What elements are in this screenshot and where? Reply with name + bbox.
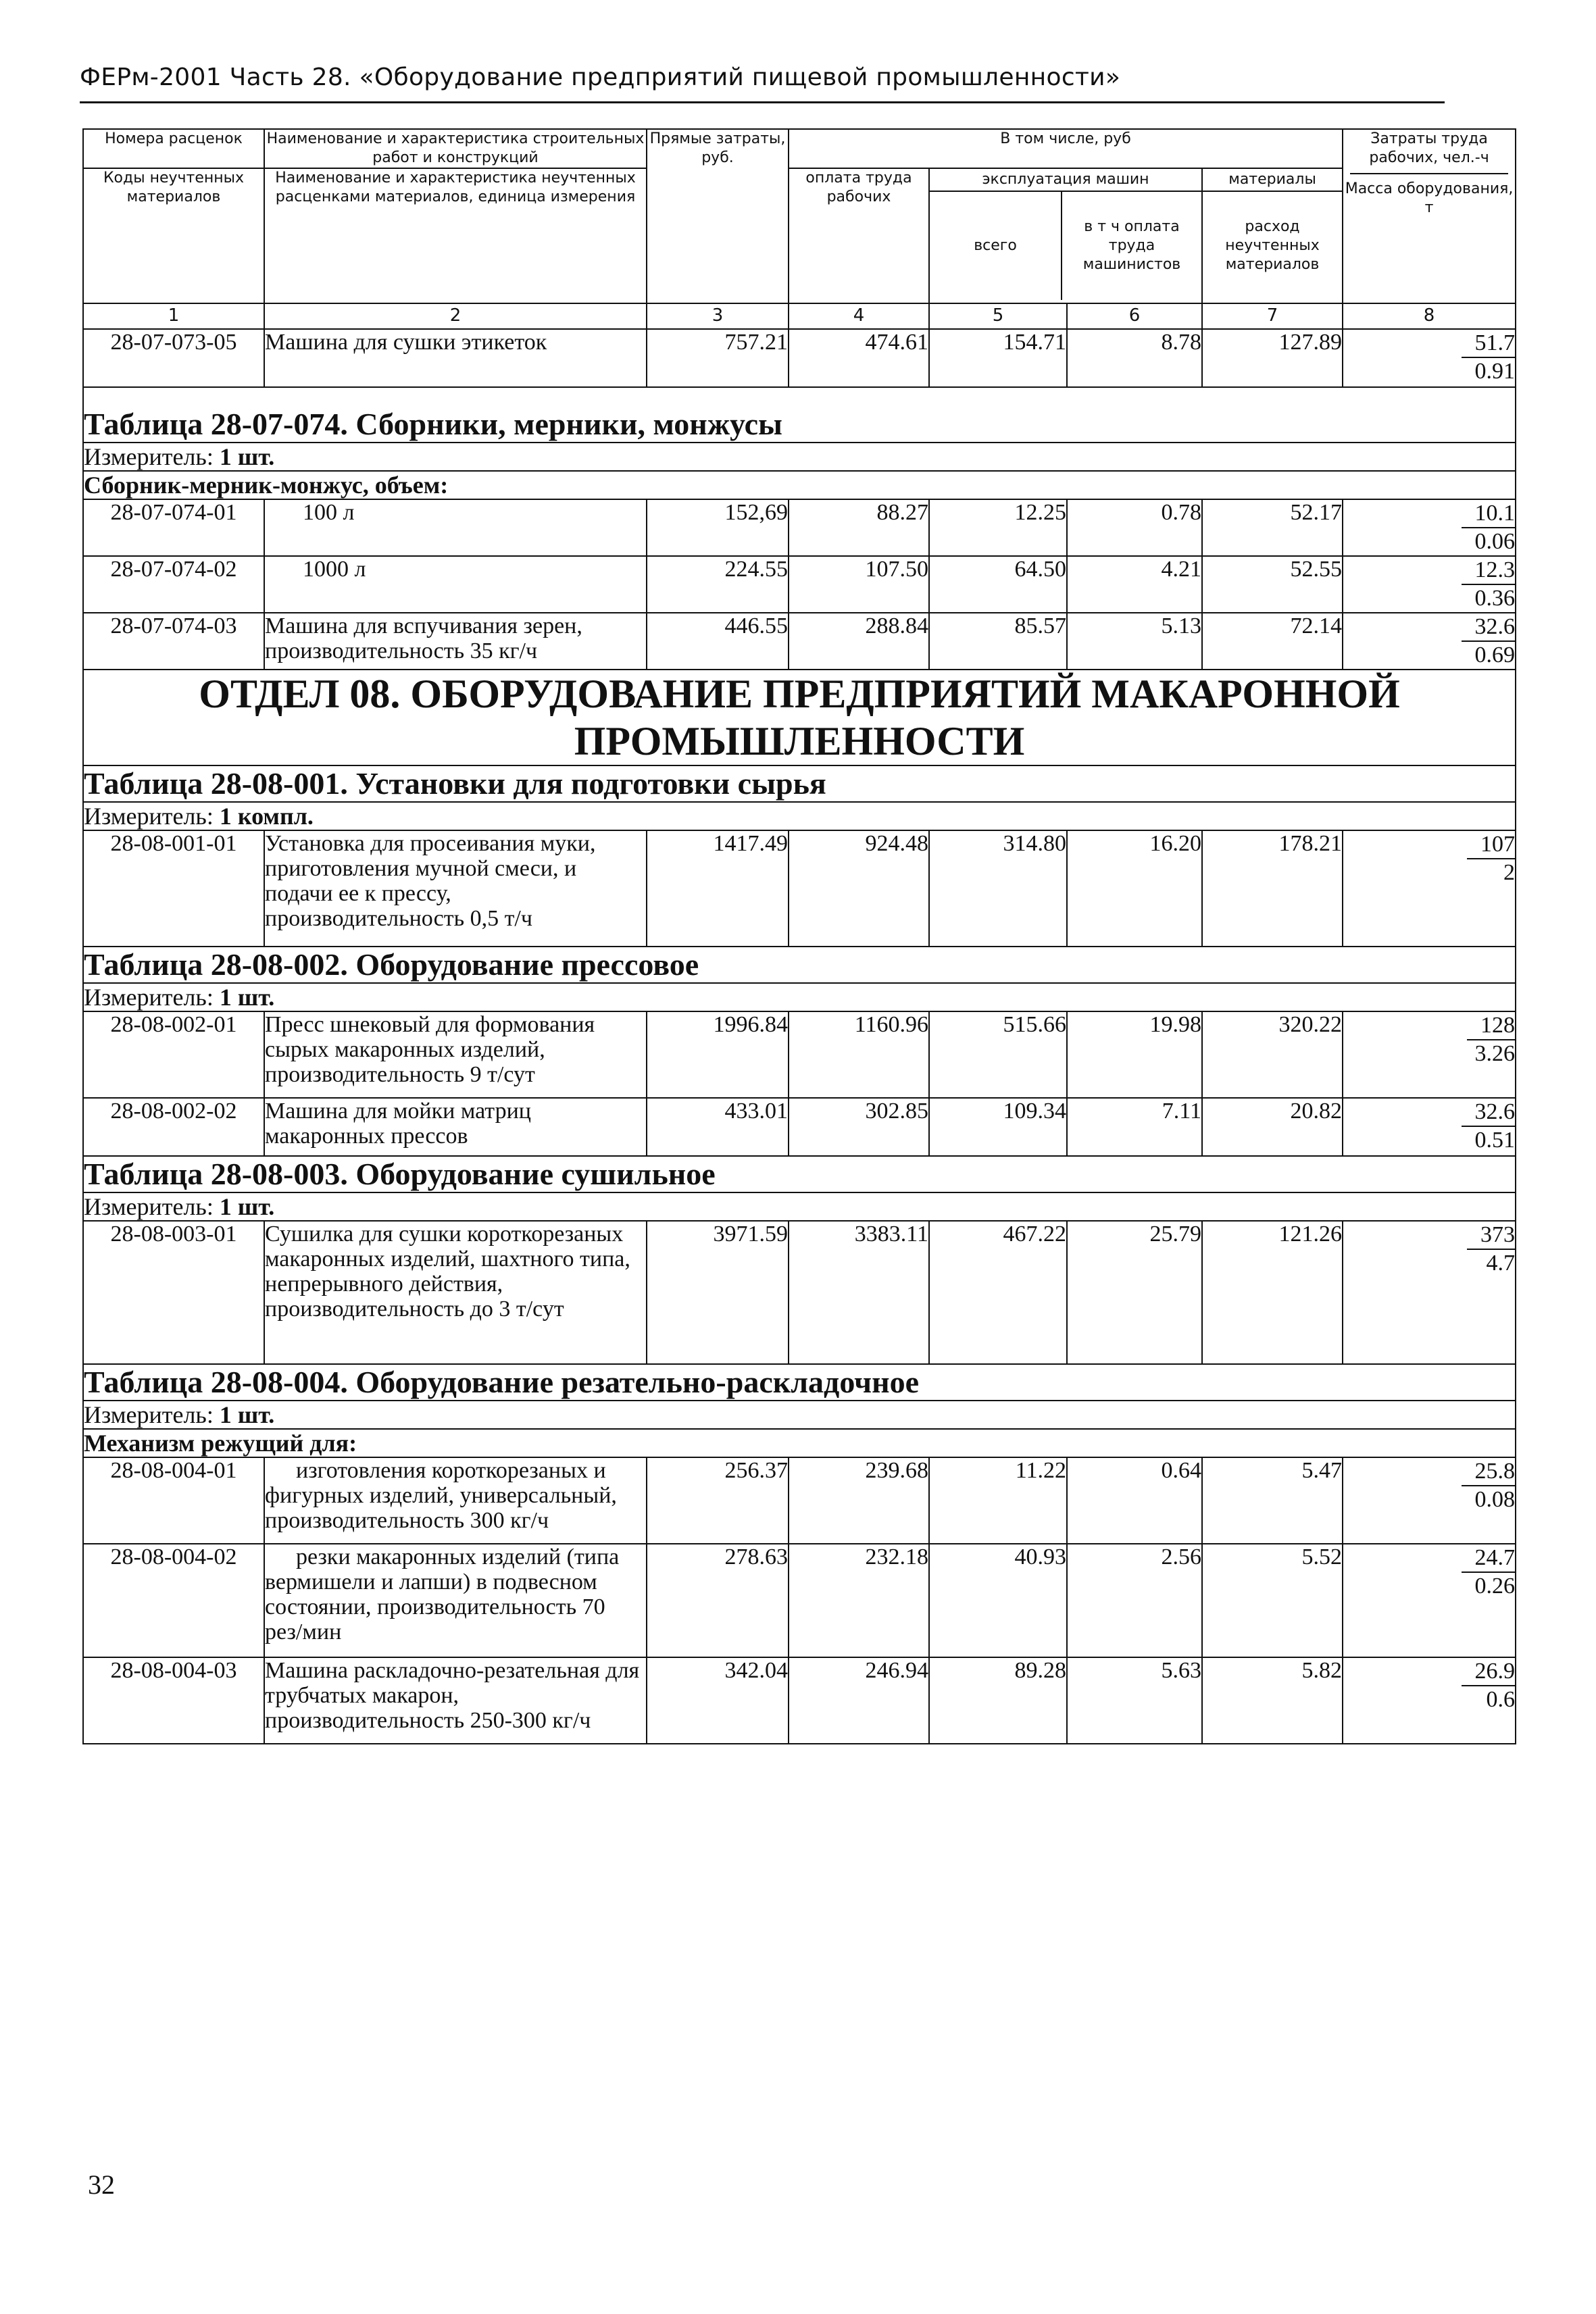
labor-hours: 12.3 <box>1462 557 1516 585</box>
rate-code: 28-08-002-01 <box>83 1011 264 1098</box>
machine-total: 154.71 <box>929 329 1067 387</box>
header-direct-costs: Прямые затраты, руб. <box>647 129 789 303</box>
header-labor-costs: Затраты труда рабочих, чел.-ч <box>1350 130 1508 174</box>
machine-total: 12.25 <box>929 499 1067 556</box>
labor-hours-mass <box>1343 329 1516 387</box>
materials-cost: 5.52 <box>1202 1544 1343 1657</box>
rate-name: Машина раскладочно-резательная для трубчатых макарон, производительность 250-300 кг/ч <box>264 1657 647 1744</box>
equipment-mass: 0.51 <box>1474 1128 1516 1153</box>
measure-label: Измеритель: <box>84 1193 214 1220</box>
header-material-name: Наименование и характеристика неучтенных расценками материалов, единица измерения <box>264 168 647 303</box>
rate-code: 28-07-073-05 <box>83 329 264 387</box>
header-machine-operation <box>929 168 1202 303</box>
table-row <box>83 499 1516 556</box>
rate-name: резки макаронных изделий (типа вермишели и лапши) в подвесном состоянии, производительность 70 рез/мин <box>264 1544 647 1657</box>
header-rule <box>80 101 1445 103</box>
col-number-6: 6 <box>1067 303 1202 329</box>
document-header-title: ФЕРм-2001 Часть 28. «Оборудование предприятий пищевой промышленности» <box>80 64 1121 91</box>
header-labor-pay: оплата труда рабочих <box>789 168 929 303</box>
labor-hours-mass <box>1343 556 1516 613</box>
header-materials-label: материалы <box>1203 169 1342 192</box>
machinist-pay: 16.20 <box>1067 830 1202 947</box>
header-unaccounted-materials: расход неучтенных материалов <box>1225 218 1320 273</box>
labor-hours-mass <box>1343 1221 1516 1364</box>
rate-name: изготовления короткорезаных и фигурных изделий, универсальный, производительность 300 кг/ч <box>264 1457 647 1544</box>
direct-costs: 1996.84 <box>647 1011 789 1098</box>
direct-costs: 1417.49 <box>647 830 789 947</box>
table-row <box>83 1011 1516 1098</box>
rate-name: Машина для мойки матриц макаронных прессов <box>264 1098 647 1156</box>
table-row <box>83 329 1516 387</box>
group-label: Механизм режущий для: <box>83 1429 1516 1457</box>
rate-name: 100 л <box>264 499 647 556</box>
col-number-2: 2 <box>264 303 647 329</box>
machine-total: 314.80 <box>929 830 1067 947</box>
col-number-4: 4 <box>789 303 929 329</box>
header-materials <box>1202 168 1343 303</box>
col-number-1: 1 <box>83 303 264 329</box>
labor-pay: 3383.11 <box>789 1221 929 1364</box>
labor-hours-mass <box>1343 499 1516 556</box>
header-machine-total: всего <box>930 192 1062 300</box>
measure-unit: 1 шт. <box>219 1193 275 1220</box>
table-title: Таблица 28-08-002. Оборудование прессовое <box>83 947 1516 983</box>
rate-name: Пресс шнековый для формования сырых макаронных изделий, производительность 9 т/сут <box>264 1011 647 1098</box>
machine-total: 467.22 <box>929 1221 1067 1364</box>
labor-hours-mass <box>1343 1098 1516 1156</box>
labor-hours: 10.1 <box>1462 500 1516 528</box>
materials-cost: 72.14 <box>1202 613 1343 670</box>
table-row <box>83 830 1516 947</box>
equipment-mass: 0.08 <box>1474 1487 1516 1512</box>
measure-unit: 1 шт. <box>219 1401 275 1428</box>
machine-total: 89.28 <box>929 1657 1067 1744</box>
machinist-pay: 0.64 <box>1067 1457 1202 1544</box>
labor-hours: 128 <box>1467 1012 1515 1040</box>
header-including: В том числе, руб <box>789 129 1343 168</box>
page-number: 32 <box>88 2169 115 2200</box>
measure-label: Измеритель: <box>84 1401 214 1428</box>
direct-costs: 342.04 <box>647 1657 789 1744</box>
table-row <box>83 1098 1516 1156</box>
equipment-mass: 0.69 <box>1474 643 1516 668</box>
labor-hours: 107 <box>1467 831 1515 859</box>
labor-pay: 302.85 <box>789 1098 929 1156</box>
table-row <box>83 556 1516 613</box>
equipment-mass: 0.6 <box>1486 1687 1516 1712</box>
labor-hours-mass <box>1343 1544 1516 1657</box>
machinist-pay: 2.56 <box>1067 1544 1202 1657</box>
direct-costs: 757.21 <box>647 329 789 387</box>
materials-cost: 5.47 <box>1202 1457 1343 1544</box>
header-equipment-mass: Масса оборудования, т <box>1345 180 1514 216</box>
rate-code: 28-08-001-01 <box>83 830 264 947</box>
labor-pay: 246.94 <box>789 1657 929 1744</box>
table-row <box>83 1457 1516 1544</box>
table-row <box>83 1544 1516 1657</box>
labor-hours: 24.7 <box>1462 1544 1516 1573</box>
rate-code: 28-07-074-03 <box>83 613 264 670</box>
machinist-pay: 5.63 <box>1067 1657 1202 1744</box>
materials-cost: 121.26 <box>1202 1221 1343 1364</box>
rate-code: 28-08-002-02 <box>83 1098 264 1156</box>
labor-hours-mass <box>1343 830 1516 947</box>
materials-cost: 5.82 <box>1202 1657 1343 1744</box>
machine-total: 40.93 <box>929 1544 1067 1657</box>
machine-total: 85.57 <box>929 613 1067 670</box>
col-number-7: 7 <box>1202 303 1343 329</box>
labor-hours: 32.6 <box>1462 1099 1516 1127</box>
direct-costs: 433.01 <box>647 1098 789 1156</box>
measure-label: Измеритель: <box>84 803 214 830</box>
header-rate-numbers: Номера расценок <box>83 129 264 168</box>
header-labor-mass <box>1343 129 1516 303</box>
measure-unit: 1 шт. <box>219 984 275 1011</box>
measure-line <box>83 802 1516 830</box>
materials-cost: 320.22 <box>1202 1011 1343 1098</box>
equipment-mass: 0.36 <box>1474 586 1516 611</box>
rate-code: 28-07-074-01 <box>83 499 264 556</box>
machinist-pay: 19.98 <box>1067 1011 1202 1098</box>
equipment-mass: 0.26 <box>1474 1574 1516 1599</box>
rate-name: Машина для сушки этикеток <box>264 329 647 387</box>
labor-hours: 373 <box>1467 1222 1515 1250</box>
measure-label: Измеритель: <box>84 443 214 470</box>
machine-total: 515.66 <box>929 1011 1067 1098</box>
header-machinist-pay: в т ч оплата труда машинистов <box>1082 218 1181 273</box>
direct-costs: 3971.59 <box>647 1221 789 1364</box>
col-number-5: 5 <box>929 303 1067 329</box>
labor-hours: 51.7 <box>1462 330 1516 358</box>
machinist-pay: 4.21 <box>1067 556 1202 613</box>
labor-pay: 288.84 <box>789 613 929 670</box>
labor-hours: 32.6 <box>1462 613 1516 642</box>
materials-cost: 52.17 <box>1202 499 1343 556</box>
rate-code: 28-08-004-01 <box>83 1457 264 1544</box>
machine-total: 109.34 <box>929 1098 1067 1156</box>
labor-pay: 1160.96 <box>789 1011 929 1098</box>
labor-pay: 107.50 <box>789 556 929 613</box>
labor-pay: 88.27 <box>789 499 929 556</box>
labor-pay: 232.18 <box>789 1544 929 1657</box>
rate-code: 28-07-074-02 <box>83 556 264 613</box>
direct-costs: 256.37 <box>647 1457 789 1544</box>
materials-cost: 178.21 <box>1202 830 1343 947</box>
rate-name: Машина для вспучивания зерен, производительность 35 кг/ч <box>264 613 647 670</box>
labor-hours-mass <box>1343 1457 1516 1544</box>
measure-label: Измеритель: <box>84 984 214 1011</box>
direct-costs: 152,69 <box>647 499 789 556</box>
table-row <box>83 1221 1516 1364</box>
equipment-mass: 2 <box>1503 860 1516 885</box>
materials-cost: 52.55 <box>1202 556 1343 613</box>
direct-costs: 446.55 <box>647 613 789 670</box>
measure-line <box>83 443 1516 471</box>
measure-unit: 1 шт. <box>219 443 275 470</box>
labor-hours: 26.9 <box>1462 1658 1516 1686</box>
table-title: Таблица 28-08-003. Оборудование сушильное <box>83 1156 1516 1192</box>
direct-costs: 224.55 <box>647 556 789 613</box>
labor-pay: 474.61 <box>789 329 929 387</box>
measure-line <box>83 1192 1516 1221</box>
rate-code: 28-08-004-03 <box>83 1657 264 1744</box>
table-title: Таблица 28-08-001. Установки для подготовки сырья <box>83 765 1516 802</box>
group-label: Сборник-мерник-монжус, объем: <box>83 471 1516 499</box>
header-codes-unaccounted: Коды неучтенных материалов <box>83 168 264 303</box>
rate-name: Установка для просеивания муки, приготовления мучной смеси, и подачи ее к прессу, производительность 0,5 т/ч <box>264 830 647 947</box>
materials-cost: 20.82 <box>1202 1098 1343 1156</box>
machine-total: 64.50 <box>929 556 1067 613</box>
rate-code: 28-08-004-02 <box>83 1544 264 1657</box>
labor-hours-mass <box>1343 1657 1516 1744</box>
machinist-pay: 0.78 <box>1067 499 1202 556</box>
machinist-pay: 25.79 <box>1067 1221 1202 1364</box>
equipment-mass: 4.7 <box>1486 1251 1516 1276</box>
section-title: ОТДЕЛ 08. ОБОРУДОВАНИЕ ПРЕДПРИЯТИЙ МАКАРОННОЙ ПРОМЫШЛЕННОСТИ <box>83 670 1516 765</box>
header-work-name: Наименование и характеристика строительных работ и конструкций <box>264 129 647 168</box>
machine-total: 11.22 <box>929 1457 1067 1544</box>
header-machine-op-label: эксплуатация машин <box>930 169 1201 192</box>
labor-hours-mass <box>1343 613 1516 670</box>
table-title: Таблица 28-08-004. Оборудование резательно-раскладочное <box>83 1364 1516 1401</box>
machinist-pay: 8.78 <box>1067 329 1202 387</box>
labor-hours-mass <box>1343 1011 1516 1098</box>
equipment-mass: 0.06 <box>1474 529 1516 554</box>
col-number-8: 8 <box>1343 303 1516 329</box>
rate-code: 28-08-003-01 <box>83 1221 264 1364</box>
table-row <box>83 1657 1516 1744</box>
equipment-mass: 3.26 <box>1474 1041 1516 1066</box>
col-number-3: 3 <box>647 303 789 329</box>
labor-pay: 239.68 <box>789 1457 929 1544</box>
labor-hours: 25.8 <box>1462 1458 1516 1486</box>
materials-cost: 127.89 <box>1202 329 1343 387</box>
machinist-pay: 7.11 <box>1067 1098 1202 1156</box>
table-row <box>83 613 1516 670</box>
measure-line <box>83 983 1516 1011</box>
rate-name: Сушилка для сушки короткорезаных макаронных изделий, шахтного типа, непрерывного действия, производительность до 3 т/сут <box>264 1221 647 1364</box>
rate-name: 1000 л <box>264 556 647 613</box>
rates-table <box>82 128 1516 1744</box>
measure-unit: 1 компл. <box>219 803 314 830</box>
machinist-pay: 5.13 <box>1067 613 1202 670</box>
equipment-mass: 0.91 <box>1474 359 1516 384</box>
table-title: Таблица 28-07-074. Сборники, мерники, монжусы <box>83 387 1516 443</box>
labor-pay: 924.48 <box>789 830 929 947</box>
direct-costs: 278.63 <box>647 1544 789 1657</box>
measure-line <box>83 1401 1516 1429</box>
